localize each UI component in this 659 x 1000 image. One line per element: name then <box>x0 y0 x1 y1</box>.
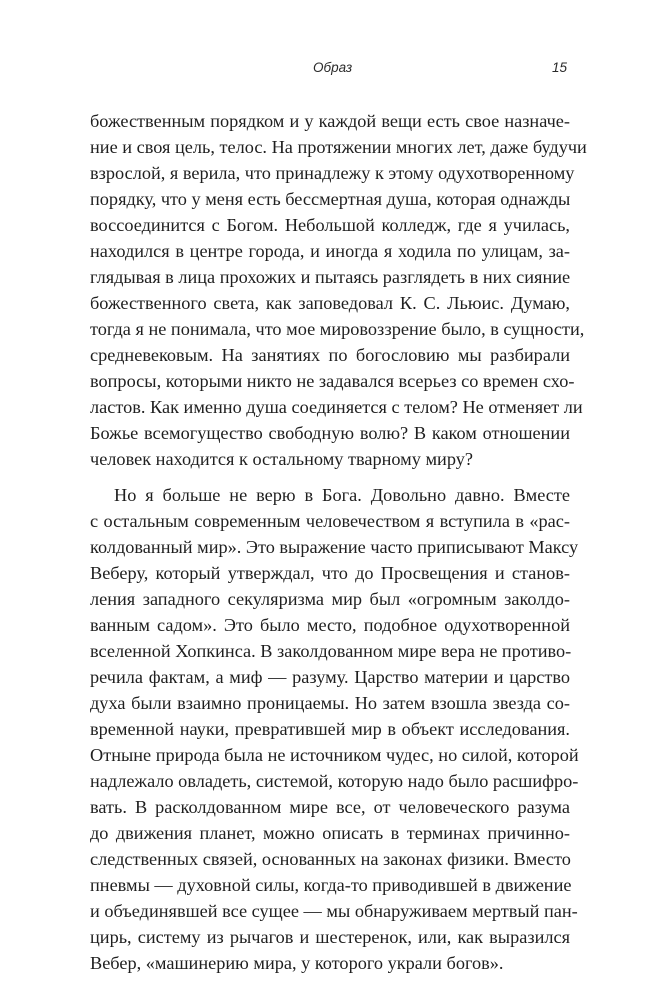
text-line: глядывая в лица прохожих и пытаясь разглядеть в них сияние <box>90 267 571 287</box>
text-line: с остальным современным человечеством я вступила в «рас- <box>90 511 570 531</box>
text-line: божественным порядком и у каждой вещи есть свое назначе- <box>90 111 570 131</box>
paragraph-1 <box>90 108 587 472</box>
paragraph-2 <box>90 482 579 976</box>
body-text <box>90 108 587 976</box>
text-line: ванным садом». Это было место, подобное одухотворенной <box>90 615 570 635</box>
text-line: находился в центре города, и иногда я ходила по улицам, за- <box>90 241 570 261</box>
text-line: до движения планет, можно описать в терминах причинно- <box>90 823 570 843</box>
text-line: ластов. Как именно душа соединяется с телом? Не отменяет ли <box>90 397 583 417</box>
text-line: вопросы, которыми никто не задавался всерьез со времен схо- <box>90 371 575 391</box>
text-line: Божье всемогущество свободную волю? В каком отношении <box>90 423 570 443</box>
text-line: временной науки, превратившей мир в объект исследования. <box>90 719 570 739</box>
text-line: ние и своя цель, телос. На протяжении многих лет, даже будучи <box>90 137 587 157</box>
page-number: 15 <box>552 60 568 75</box>
text-line: пневмы — духовной силы, когда-то приводившей в движение <box>90 875 572 895</box>
paragraph-gap <box>90 472 570 482</box>
text-line: вать. В расколдованном мире все, от человеческого разума <box>90 797 570 817</box>
text-line: речила фактам, а миф — разуму. Царство материи и царство <box>90 667 570 687</box>
text-line: Вебер, «машинерию мира, у которого украли богов». <box>90 953 504 973</box>
text-line: Но я больше не верю в Бога. Довольно давно. Вместе <box>114 485 570 505</box>
text-line: порядку, что у меня есть бессмертная душа, которая однажды <box>90 189 571 209</box>
text-line: средневековым. На занятиях по богословию мы разбирали <box>90 345 570 365</box>
text-line: Веберу, который утверждал, что до Просвещения и станов- <box>90 563 570 583</box>
text-line: цирь, систему из рычагов и шестеренок, или, как выразился <box>90 927 570 947</box>
text-line: и объединявшей все сущее — мы обнаруживаем мертвый пан- <box>90 901 578 921</box>
text-line: божественного света, как заповедовал К. С. Льюис. Думаю, <box>90 293 570 313</box>
text-line: воссоединится с Богом. Небольшой колледж, где я училась, <box>90 215 570 235</box>
running-head <box>0 60 659 80</box>
text-line: вселенной Хопкинса. В заколдованном мире вера не противо- <box>90 641 572 661</box>
text-line: духа были взаимно проницаемы. Но затем взошла звезда со- <box>90 693 570 713</box>
text-line: тогда я не понимала, что мое мировоззрение было, в сущности, <box>90 319 585 339</box>
text-line: взрослой, я верила, что принадлежу к этому одухотворенному <box>90 163 575 183</box>
text-line: человек находится к остальному тварному миру? <box>90 449 473 469</box>
text-line: следственных связей, основанных на законах физики. Вместо <box>90 849 571 869</box>
text-line: колдованный мир». Это выражение часто приписывают Максу <box>90 537 579 557</box>
text-line: Отныне природа была не источником чудес, но силой, которой <box>90 745 579 765</box>
running-title: Образ <box>313 60 353 75</box>
text-line: ления западного секуляризма мир был «огромным заколдо- <box>90 589 570 609</box>
text-line: надлежало овладеть, системой, которую надо было расшифро- <box>90 771 579 791</box>
